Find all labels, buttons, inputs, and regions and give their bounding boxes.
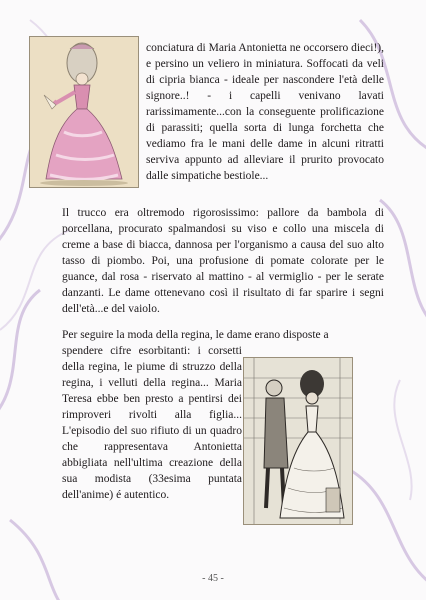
page-number: - 45 - xyxy=(202,573,224,584)
paragraph-3-continuation: spendere cifre esorbitanti: i corsetti della regina, le piume di struzzo della regina, i velluti della regina... Maria Teresa ebbe ben presto a pentirsi dei rimproveri rivolti alla figlia... L'episodio del suo rifiuto di un quadro che rappresentava Antonietta abbigliata nell'ultima creazione della sua modista (33esima puntata dell'anime) é autentico. xyxy=(62,345,242,501)
fashion-plate-image xyxy=(29,36,139,188)
paragraph-1: conciatura di Maria Antonietta ne occorsero dieci!), e persino un veliero in miniatura. Soffocati da veli di cipria bianca - ideale per nascondere l'età delle signore..! - i capelli venivano lavati rarissimamente...con la conseguente prolificazione di parassiti; quella sorta di lunga forchetta che vediamo fra le mani delle dame in alcuni ritratti serviva appunto ad alleviare il prurito provocato dalle simpatiche bestiole... xyxy=(146,42,384,182)
paragraph-3-first-line: Per seguire la moda della regina, le dame erano disposte a xyxy=(62,329,329,341)
paragraph-2: Il trucco era oltremodo rigorosissimo: pallore da bambola di porcellana, procurato spalmandosi su viso e collo una miscela di creme a base di biacca, dannosa per l'organismo a causa del suo alto tasso di piombo. Poi, una profusione di pomate colorate per le guance, dal rosa - riservato al mattino - al vermiglio - per le serate danzanti. Le dame ottenevano così il risultato di far sparire i segni dell'età...e del vaiolo. xyxy=(62,207,384,315)
engraving-couple-image xyxy=(243,357,353,525)
